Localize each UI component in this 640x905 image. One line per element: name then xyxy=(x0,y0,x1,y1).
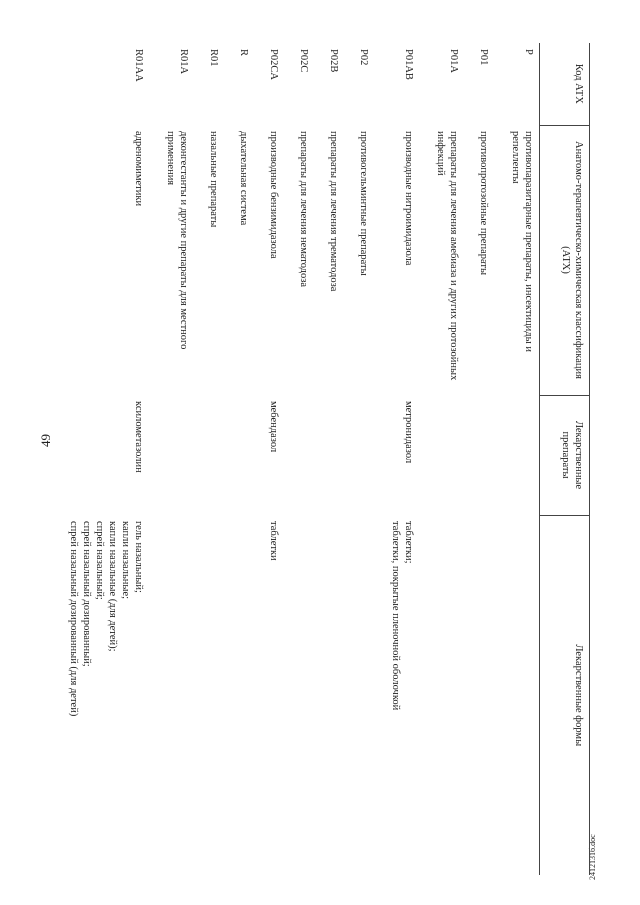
cell-drug xyxy=(225,395,255,515)
cell-drug: метронидазол xyxy=(403,401,415,464)
cell-dosage-forms xyxy=(315,515,345,875)
dosage-form-line: гель назальный; xyxy=(133,521,145,593)
table-row xyxy=(315,43,345,875)
cell-drug: ксилометазолин xyxy=(133,401,145,473)
cell-classification: противопротозойные препараты xyxy=(478,131,490,276)
header-atc-code: Код АТХ xyxy=(540,43,590,125)
cell-classification: производные нитроимидазола xyxy=(403,131,415,266)
table-row xyxy=(285,43,315,875)
cell-dosage-forms xyxy=(61,515,150,875)
cell-dosage-forms xyxy=(285,515,315,875)
cell-atc-code: P02 xyxy=(358,49,370,66)
table-body xyxy=(61,43,540,875)
cell-dosage-forms xyxy=(255,515,285,875)
cell-classification: дыхательная система xyxy=(238,131,250,226)
cell-atc-code: R xyxy=(238,49,250,57)
atc-table xyxy=(61,43,590,875)
cell-drug xyxy=(495,395,540,515)
cell-atc-code: R01 xyxy=(208,49,220,67)
table-header-row xyxy=(540,43,590,875)
table-row xyxy=(375,43,420,875)
table-row xyxy=(495,43,540,875)
table-row xyxy=(345,43,375,875)
dosage-form-line: таблетки, покрытые пленочной оболочкой xyxy=(390,521,402,711)
cell-drug xyxy=(195,395,225,515)
cell-dosage-forms xyxy=(195,515,225,875)
table-row xyxy=(255,43,285,875)
cell-classification: противопаразитарные препараты, инсектициды и репелленты xyxy=(509,131,534,352)
cell-drug xyxy=(150,395,195,515)
table-row xyxy=(61,43,150,875)
cell-atc-code: P01 xyxy=(478,49,490,66)
cell-classification: противогельминтные препараты xyxy=(358,131,370,276)
cell-drug xyxy=(465,395,495,515)
table-row xyxy=(195,43,225,875)
cell-classification: производные бензимидазола xyxy=(268,131,280,259)
file-name-label: 2412131б.doc xyxy=(588,834,597,880)
cell-classification: деконгестанты и другие препараты для местного применения xyxy=(165,131,190,350)
dosage-form-line: таблетки xyxy=(268,521,280,561)
header-classification: Анатомо-терапевтическо-химическая классификация (АТХ) xyxy=(540,125,590,395)
table-row xyxy=(465,43,495,875)
header-dosage-forms: Лекарственные формы xyxy=(540,515,590,875)
cell-dosage-forms xyxy=(465,515,495,875)
cell-atc-code: P01A xyxy=(448,49,460,73)
cell-drug xyxy=(285,395,315,515)
table-row xyxy=(225,43,255,875)
cell-classification: назальные препараты xyxy=(208,131,220,228)
dosage-form-line: спрей назальный; xyxy=(94,521,106,600)
table-row xyxy=(420,43,465,875)
cell-atc-code: P xyxy=(523,49,534,55)
cell-dosage-forms xyxy=(225,515,255,875)
cell-atc-code: P02B xyxy=(328,49,340,73)
table-row xyxy=(150,43,195,875)
cell-atc-code: P02C xyxy=(298,49,310,73)
cell-drug: мебендазол xyxy=(268,401,280,453)
dosage-form-line: таблетки; xyxy=(403,521,415,564)
dosage-form-line: капли назальные; xyxy=(120,521,132,600)
cell-dosage-forms xyxy=(150,515,195,875)
cell-classification: препараты для лечения трематодоза xyxy=(328,131,340,292)
cell-classification: препараты для лечения амебиаза и других протозойных инфекций xyxy=(435,131,460,381)
cell-classification: адреномиметики xyxy=(133,131,145,207)
cell-drug xyxy=(315,395,345,515)
cell-drug xyxy=(420,395,465,515)
dosage-form-line: спрей назальный дозированный (для детей) xyxy=(67,521,79,717)
dosage-form-line: спрей назальный дозированный; xyxy=(81,521,92,667)
cell-dosage-forms xyxy=(345,515,375,875)
cell-classification: препараты для лечения нематодоза xyxy=(298,131,310,288)
cell-dosage-forms xyxy=(420,515,465,875)
header-drugs: Лекарственные препараты xyxy=(540,395,590,515)
atc-table-container xyxy=(67,43,590,875)
cell-atc-code: R01A xyxy=(178,49,190,75)
dosage-form-line: капли назальные (для детей); xyxy=(107,521,119,652)
cell-dosage-forms xyxy=(495,515,540,875)
cell-atc-code: P02CA xyxy=(268,49,280,80)
cell-dosage-forms xyxy=(375,515,420,875)
page-number: 49 xyxy=(38,434,53,447)
cell-drug xyxy=(345,395,375,515)
cell-atc-code: P01AB xyxy=(403,49,415,80)
cell-atc-code: R01AA xyxy=(133,49,145,82)
